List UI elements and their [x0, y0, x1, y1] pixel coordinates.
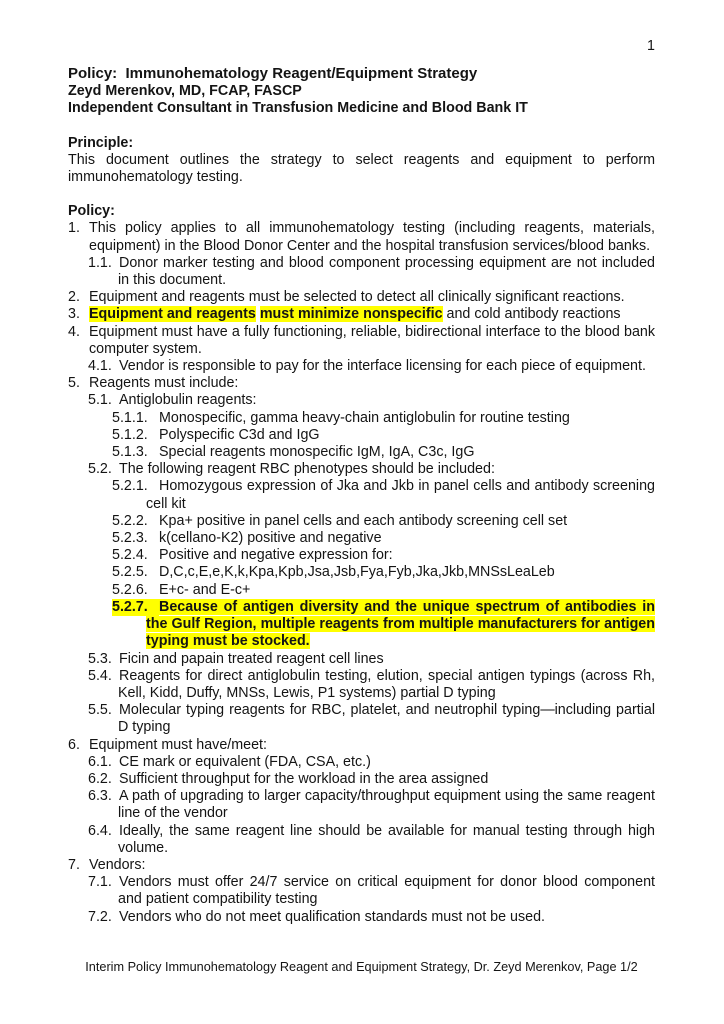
item-number: 3.: [68, 306, 80, 323]
footer-text: Interim Policy Immunohematology Reagent and Equipment Strategy, Dr. Zeyd Merenkov, Page 1/2: [85, 960, 638, 974]
policy-item-5-5: [88, 702, 655, 736]
item-number: 7.: [68, 856, 80, 873]
item-number: 5.2.4.: [112, 547, 148, 564]
item-number: 4.: [68, 323, 80, 340]
item-number: 4.1.: [88, 358, 112, 375]
policy-item-1-1: [88, 255, 655, 289]
policy-item-5-2-5: [112, 564, 655, 581]
item-text: CE mark or equivalent (FDA, CSA, etc.): [119, 753, 371, 770]
item-text: Vendors must offer 24/7 service on critical equipment for donor blood component and patient compatibility testing: [118, 874, 655, 908]
principle-text: This document outlines the strategy to select reagents and equipment to perform immunohematology testing.: [68, 151, 655, 186]
item-text: Reagents must include:: [89, 375, 239, 392]
policy-item-5-1-1: [112, 410, 655, 427]
item-number: 5.1.2.: [112, 426, 148, 443]
item-text: Sufficient throughput for the workload in the area assigned: [119, 770, 489, 787]
policy-item-5: [68, 375, 655, 392]
item-number: 5.2.3.: [112, 530, 148, 547]
policy-item-5-1: [88, 392, 655, 409]
item-text: k(cellano-K2) positive and negative: [159, 530, 382, 547]
policy-item-6-1: [88, 754, 655, 771]
item-number: 5.1.1.: [112, 409, 148, 426]
item-number: 5.1.: [88, 392, 112, 409]
item-text: Equipment must have a fully functioning, reliable, bidirectional interface to the blood bank computer system.: [89, 323, 655, 357]
item-text: Antiglobulin reagents:: [119, 392, 257, 409]
policy-item-5-2: [88, 461, 655, 478]
item-number: 7.2.: [88, 908, 112, 925]
policy-item-6-3: [88, 788, 655, 822]
policy-item-5-2-1: [112, 478, 655, 512]
author-role: Independent Consultant in Transfusion Medicine and Blood Bank IT: [68, 100, 528, 117]
item-number: 5.5.: [88, 702, 112, 719]
policy-item-5-2-4: [112, 547, 655, 564]
policy-item-1: [68, 220, 655, 254]
author-name: Zeyd Merenkov, MD, FCAP, FASCP: [68, 83, 302, 100]
policy-item-5-1-3: [112, 444, 655, 461]
item-text: Vendor is responsible to pay for the interface licensing for each piece of equipment.: [119, 358, 646, 375]
item-number: 5.2.2.: [112, 512, 148, 529]
policy-item-4: [68, 324, 655, 358]
policy-item-5-2-7: [112, 599, 655, 651]
policy-item-5-2-2: [112, 513, 655, 530]
item-text: Positive and negative expression for:: [159, 547, 393, 564]
page-number: 1: [647, 38, 655, 54]
policy-item-5-1-2: [112, 427, 655, 444]
item-text: This policy applies to all immunohematology testing (including reagents, materials, equipment) in the Blood Donor Center and the hospital transfusion services/blood banks.: [89, 220, 655, 254]
item-number: 1.: [68, 220, 80, 237]
item-number: 5.2.7.: [112, 599, 159, 616]
highlighted-text: Equipment and reagents: [89, 306, 256, 323]
policy-item-6-4: [88, 823, 655, 857]
policy-list: [68, 220, 655, 925]
item-text: Vendors who do not meet qualification standards must not be used.: [119, 908, 545, 925]
item-text: and cold antibody reactions: [442, 306, 621, 323]
item-text: Polyspecific C3d and IgG: [159, 426, 320, 443]
item-number: 5.1.3.: [112, 444, 148, 461]
item-text: Reagents for direct antiglobulin testing, elution, special antigen typings (across Rh, Kell, Kidd, Duffy, MNSs, Lewis, P1 systems) partial D typing: [118, 667, 655, 701]
item-number: 7.1.: [88, 874, 112, 891]
item-number: 6.1.: [88, 753, 112, 770]
item-number: 5.2.5.: [112, 564, 148, 581]
item-number: 2.: [68, 289, 80, 306]
policy-item-5-2-6: [112, 582, 655, 599]
policy-item-6: [68, 737, 655, 754]
policy-item-7-2: [88, 909, 655, 926]
policy-item-7: [68, 857, 655, 874]
item-text: Ficin and papain treated reagent cell lines: [119, 650, 384, 667]
policy-item-6-2: [88, 771, 655, 788]
item-number: 5.: [68, 375, 80, 392]
item-text: A path of upgrading to larger capacity/throughput equipment using the same reagent line of the vendor: [118, 788, 655, 822]
item-number: 6.: [68, 736, 80, 753]
policy-item-3: [68, 306, 655, 323]
item-text: Kpa+ positive in panel cells and each antibody screening cell set: [159, 512, 568, 529]
principle-heading: Principle:: [68, 134, 134, 151]
item-text: D,C,c,E,e,K,k,Kpa,Kpb,Jsa,Jsb,Fya,Fyb,Jka,Jkb,MNSsLeaLeb: [159, 564, 555, 581]
item-text: The following reagent RBC phenotypes should be included:: [119, 461, 495, 478]
policy-item-5-2-3: [112, 530, 655, 547]
policy-item-4-1: [88, 358, 655, 375]
item-text: Special reagents monospecific IgM, IgA, C3c, IgG: [159, 444, 475, 461]
item-text: Molecular typing reagents for RBC, platelet, and neutrophil typing—including partial D typing: [118, 702, 655, 736]
item-number: 5.4.: [88, 667, 112, 684]
item-number: 5.2.6.: [112, 581, 148, 598]
item-number: 6.4.: [88, 822, 112, 839]
item-text: Homozygous expression of Jka and Jkb in panel cells and antibody screening cell kit: [146, 478, 655, 512]
policy-item-5-3: [88, 651, 655, 668]
item-text: Ideally, the same reagent line should be available for manual testing through high volume.: [118, 822, 655, 856]
policy-heading: Policy:: [68, 203, 115, 220]
item-number: 6.2.: [88, 770, 112, 787]
highlighted-text: must minimize nonspecific: [259, 306, 443, 323]
item-text: Monospecific, gamma heavy-chain antiglobulin for routine testing: [159, 409, 570, 426]
item-number: 5.2.: [88, 461, 112, 478]
policy-item-2: [68, 289, 655, 306]
item-number: 1.1.: [88, 254, 112, 271]
item-number: 5.3.: [88, 650, 112, 667]
highlighted-text: Because of antigen diversity and the unique spectrum of antibodies in the Gulf Region, multiple reagents from multiple manufacturers for antigen typing must be stocked.: [146, 598, 655, 650]
item-number: 5.2.1.: [112, 478, 148, 495]
item-text: Donor marker testing and blood component processing equipment are not included in this document.: [118, 254, 655, 289]
doc-title: Policy: Immunohematology Reagent/Equipment Strategy: [68, 65, 478, 83]
policy-item-5-4: [88, 668, 655, 702]
item-text: E+c- and E-c+: [159, 581, 251, 598]
policy-item-7-1: [88, 874, 655, 908]
item-number: 6.3.: [88, 788, 112, 805]
item-text: Equipment and reagents must be selected to detect all clinically significant reactions.: [89, 289, 625, 306]
item-text: Vendors:: [89, 856, 146, 873]
item-text: Equipment must have/meet:: [89, 736, 268, 753]
